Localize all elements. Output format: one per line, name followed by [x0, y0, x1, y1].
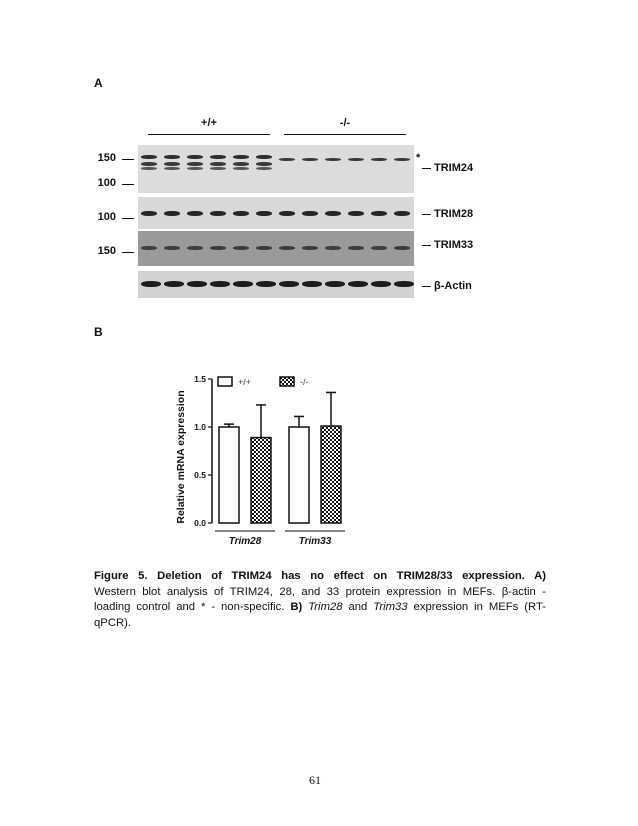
bar-open-trim33: [289, 427, 309, 523]
blot-band: [233, 246, 249, 250]
blot-band: [233, 211, 249, 216]
blot-band: [141, 155, 157, 159]
blot-band: [371, 211, 387, 216]
protein-label-trim33: TRIM33: [434, 239, 474, 251]
blot-band: [233, 167, 249, 170]
legend-swatch: [280, 377, 294, 386]
protein-label-trim28: TRIM28: [434, 208, 474, 220]
y-axis-label: Relative mRNA expression: [175, 390, 187, 524]
blot-background-strip: [276, 145, 414, 193]
panel-b-label: B: [94, 325, 103, 339]
blot-band: [164, 162, 180, 166]
blot-band: [394, 158, 410, 161]
blot-band: [187, 246, 203, 250]
blot-band: [210, 162, 226, 166]
caption-line-2: [94, 600, 546, 616]
blot-band: [187, 167, 203, 170]
mw-tick: [122, 184, 134, 185]
protein-tick: [422, 245, 431, 246]
blot-trim28: [138, 197, 414, 229]
blot-trim24: [138, 145, 414, 193]
x-category-label: Trim28: [228, 536, 262, 547]
mw-marker-100-bottom: 100: [97, 211, 116, 223]
blot-band: [187, 155, 203, 159]
blot-band: [279, 158, 295, 161]
caption-b-marker: B): [290, 601, 303, 613]
caption-line-2-text: loading control and * - non-specific.: [94, 601, 285, 613]
blot-band: [164, 281, 184, 287]
y-tick-label: 1.0: [194, 422, 206, 432]
mw-tick: [122, 218, 134, 219]
nonspecific-asterisk: *: [416, 152, 421, 164]
y-tick-label: 0.5: [194, 470, 206, 480]
blot-band: [187, 162, 203, 166]
genotype-wt-label: +/+: [201, 117, 217, 129]
page-number: 61: [309, 773, 321, 787]
mw-tick: [122, 159, 134, 160]
blot-band: [141, 162, 157, 166]
blot-band: [187, 281, 207, 287]
blot-band: [325, 246, 341, 250]
blot-band: [233, 155, 249, 159]
mrna-bar-chart: [160, 365, 375, 555]
blot-band: [233, 281, 253, 287]
protein-label-trim24: TRIM24: [434, 162, 474, 174]
caption-gene-trim33: Trim33: [373, 601, 408, 613]
blot-band: [210, 211, 226, 216]
blot-band: [348, 211, 364, 216]
blot-band: [256, 155, 272, 159]
legend-label: -/-: [300, 377, 309, 387]
blot-band: [141, 167, 157, 170]
bar-checkered-trim28: [251, 438, 271, 523]
blot-band: [164, 246, 180, 250]
blot-trim33: [138, 231, 414, 266]
blot-band: [256, 281, 276, 287]
blot-band: [210, 155, 226, 159]
blot-band: [325, 281, 345, 287]
protein-tick: [422, 168, 431, 169]
bar-checkered-trim33: [321, 426, 341, 523]
blot-band: [325, 211, 341, 216]
blot-band: [164, 167, 180, 170]
blot-band: [256, 162, 272, 166]
blot-band: [187, 211, 203, 216]
figure-caption: [94, 569, 546, 631]
caption-line-1: Western blot analysis of TRIM24, 28, and 33 protein expression in MEFs. β-actin -: [94, 585, 546, 598]
blot-band: [394, 246, 410, 250]
blot-band: [348, 246, 364, 250]
blot-band: [141, 281, 161, 287]
blot-band: [210, 246, 226, 250]
blot-band: [394, 281, 414, 287]
caption-and: and: [348, 601, 368, 613]
mw-marker-150-top: 150: [97, 152, 116, 164]
protein-label-actin: β-Actin: [434, 280, 472, 292]
protein-tick: [422, 214, 431, 215]
blot-band: [302, 158, 318, 161]
blot-band: [164, 155, 180, 159]
blot-band: [210, 281, 230, 287]
blot-band: [279, 281, 299, 287]
mw-marker-150-bottom: 150: [97, 245, 116, 257]
blot-band: [141, 246, 157, 250]
blot-band: [256, 167, 272, 170]
x-category-label: Trim33: [298, 536, 332, 547]
blot-band: [256, 246, 272, 250]
blot-band: [394, 211, 410, 216]
blot-band: [279, 246, 295, 250]
blot-actin: [138, 271, 414, 298]
genotype-wt-line: [148, 134, 270, 135]
blot-band: [210, 167, 226, 170]
blot-band: [371, 158, 387, 161]
bar-open-trim28: [219, 427, 239, 523]
caption-title: Figure 5. Deletion of TRIM24 has no effect on TRIM28/33 expression. A): [94, 570, 546, 582]
legend-swatch: [218, 377, 232, 386]
blot-band: [302, 281, 322, 287]
legend-label: +/+: [238, 377, 252, 387]
panel-a-label: A: [94, 76, 103, 90]
blot-band: [302, 211, 318, 216]
blot-band: [164, 211, 180, 216]
blot-band: [348, 281, 368, 287]
blot-band: [325, 158, 341, 161]
caption-line-3: qPCR).: [94, 616, 132, 629]
blot-band: [348, 158, 364, 161]
blot-band: [256, 211, 272, 216]
blot-band: [371, 281, 391, 287]
y-tick-label: 1.5: [194, 374, 206, 384]
y-tick-label: 0.0: [194, 518, 206, 528]
protein-tick: [422, 286, 431, 287]
blot-band: [371, 246, 387, 250]
mw-marker-100-top: 100: [97, 177, 116, 189]
mw-tick: [122, 252, 134, 253]
caption-gene-trim28: Trim28: [308, 601, 343, 613]
blot-band: [233, 162, 249, 166]
blot-band: [279, 211, 295, 216]
caption-line-2-end: expression in MEFs (RT-: [413, 601, 547, 613]
blot-band: [141, 211, 157, 216]
genotype-ko-label: -/-: [339, 117, 351, 129]
genotype-ko-line: [284, 134, 406, 135]
blot-band: [302, 246, 318, 250]
